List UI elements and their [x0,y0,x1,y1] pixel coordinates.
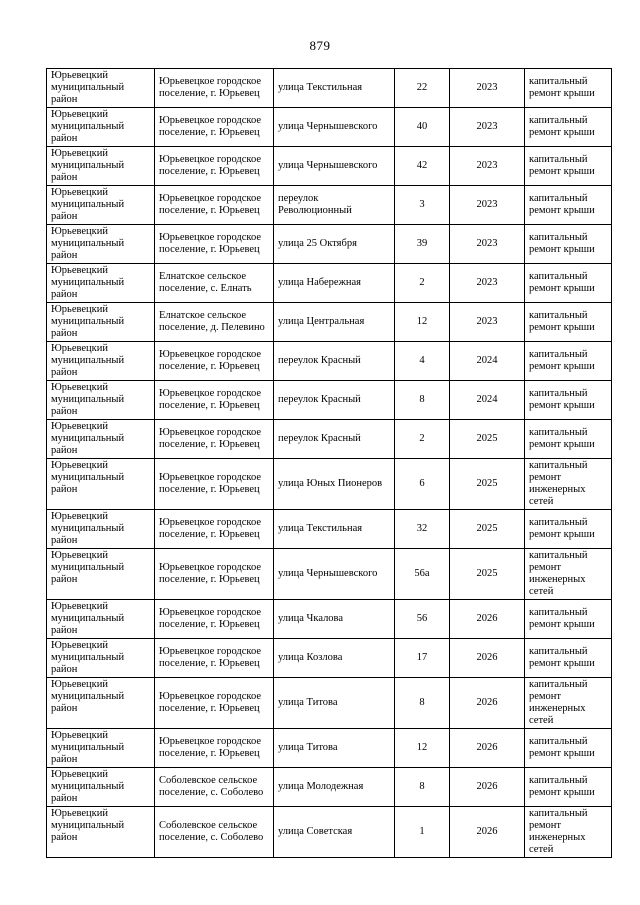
house-number-cell: 12 [395,729,450,768]
table-row [47,768,612,807]
settlement-cell: Юрьевецкое городское поселение, г. Юрьевец [155,549,274,600]
work-type-cell: капитальный ремонт инженерных сетей [525,549,612,600]
work-type-cell: капитальный ремонт крыши [525,69,612,108]
table-row [47,342,612,381]
district-cell: Юрьевецкий муниципальный район [47,225,155,264]
settlement-cell: Елнатское сельское поселение, д. Пелевино [155,303,274,342]
settlement-cell: Юрьевецкое городское поселение, г. Юрьевец [155,381,274,420]
district-cell: Юрьевецкий муниципальный район [47,459,155,510]
street-cell: улица Чернышевского [274,549,395,600]
street-cell: переулок Красный [274,342,395,381]
table-row [47,264,612,303]
district-cell: Юрьевецкий муниципальный район [47,420,155,459]
house-number-cell: 39 [395,225,450,264]
table-row [47,459,612,510]
year-cell: 2023 [450,186,525,225]
district-cell: Юрьевецкий муниципальный район [47,264,155,303]
settlement-cell: Соболевское сельское поселение, с. Соболево [155,807,274,858]
table-row [47,420,612,459]
house-number-cell: 2 [395,264,450,303]
district-cell: Юрьевецкий муниципальный район [47,729,155,768]
house-number-cell: 56а [395,549,450,600]
street-cell: улица Титова [274,729,395,768]
year-cell: 2023 [450,303,525,342]
street-cell: улица Молодежная [274,768,395,807]
settlement-cell: Юрьевецкое городское поселение, г. Юрьевец [155,459,274,510]
district-cell: Юрьевецкий муниципальный район [47,678,155,729]
street-cell: улица Чернышевского [274,147,395,186]
settlement-cell: Юрьевецкое городское поселение, г. Юрьевец [155,729,274,768]
table-row [47,639,612,678]
street-cell: улица Текстильная [274,69,395,108]
work-type-cell: капитальный ремонт крыши [525,510,612,549]
house-number-cell: 8 [395,768,450,807]
table-row [47,69,612,108]
year-cell: 2026 [450,807,525,858]
street-cell: улица Чернышевского [274,108,395,147]
settlement-cell: Юрьевецкое городское поселение, г. Юрьевец [155,420,274,459]
district-cell: Юрьевецкий муниципальный район [47,768,155,807]
house-number-cell: 1 [395,807,450,858]
settlement-cell: Соболевское сельское поселение, с. Соболево [155,768,274,807]
work-type-cell: капитальный ремонт крыши [525,600,612,639]
work-type-cell: капитальный ремонт инженерных сетей [525,807,612,858]
district-cell: Юрьевецкий муниципальный район [47,69,155,108]
house-number-cell: 40 [395,108,450,147]
repair-schedule-table [46,68,612,858]
street-cell: улица Чкалова [274,600,395,639]
year-cell: 2026 [450,678,525,729]
year-cell: 2026 [450,639,525,678]
house-number-cell: 42 [395,147,450,186]
year-cell: 2025 [450,459,525,510]
street-cell: улица Текстильная [274,510,395,549]
year-cell: 2023 [450,225,525,264]
house-number-cell: 56 [395,600,450,639]
house-number-cell: 17 [395,639,450,678]
work-type-cell: капитальный ремонт крыши [525,147,612,186]
table-row [47,600,612,639]
settlement-cell: Юрьевецкое городское поселение, г. Юрьевец [155,186,274,225]
year-cell: 2023 [450,108,525,147]
work-type-cell: капитальный ремонт крыши [525,420,612,459]
table-row [47,186,612,225]
district-cell: Юрьевецкий муниципальный район [47,108,155,147]
street-cell: улица Титова [274,678,395,729]
year-cell: 2026 [450,768,525,807]
district-cell: Юрьевецкий муниципальный район [47,639,155,678]
house-number-cell: 8 [395,678,450,729]
work-type-cell: капитальный ремонт инженерных сетей [525,678,612,729]
street-cell: улица Юных Пионеров [274,459,395,510]
table-row [47,381,612,420]
table-row [47,225,612,264]
settlement-cell: Юрьевецкое городское поселение, г. Юрьевец [155,69,274,108]
work-type-cell: капитальный ремонт крыши [525,729,612,768]
settlement-cell: Юрьевецкое городское поселение, г. Юрьевец [155,639,274,678]
year-cell: 2024 [450,342,525,381]
settlement-cell: Юрьевецкое городское поселение, г. Юрьевец [155,147,274,186]
work-type-cell: капитальный ремонт инженерных сетей [525,459,612,510]
street-cell: улица Советская [274,807,395,858]
house-number-cell: 32 [395,510,450,549]
district-cell: Юрьевецкий муниципальный район [47,303,155,342]
year-cell: 2023 [450,264,525,303]
street-cell: улица Набережная [274,264,395,303]
year-cell: 2023 [450,69,525,108]
settlement-cell: Юрьевецкое городское поселение, г. Юрьевец [155,510,274,549]
work-type-cell: капитальный ремонт крыши [525,768,612,807]
settlement-cell: Юрьевецкое городское поселение, г. Юрьевец [155,225,274,264]
house-number-cell: 4 [395,342,450,381]
table-row [47,678,612,729]
table-row [47,108,612,147]
work-type-cell: капитальный ремонт крыши [525,342,612,381]
year-cell: 2025 [450,510,525,549]
street-cell: улица 25 Октября [274,225,395,264]
work-type-cell: капитальный ремонт крыши [525,639,612,678]
settlement-cell: Юрьевецкое городское поселение, г. Юрьевец [155,678,274,729]
settlement-cell: Елнатское сельское поселение, с. Елнать [155,264,274,303]
district-cell: Юрьевецкий муниципальный район [47,510,155,549]
street-cell: переулок Красный [274,420,395,459]
work-type-cell: капитальный ремонт крыши [525,225,612,264]
district-cell: Юрьевецкий муниципальный район [47,186,155,225]
year-cell: 2023 [450,147,525,186]
table-row [47,147,612,186]
year-cell: 2025 [450,549,525,600]
street-cell: улица Козлова [274,639,395,678]
district-cell: Юрьевецкий муниципальный район [47,381,155,420]
district-cell: Юрьевецкий муниципальный район [47,600,155,639]
year-cell: 2024 [450,381,525,420]
page-number: 879 [309,38,331,53]
year-cell: 2026 [450,729,525,768]
year-cell: 2026 [450,600,525,639]
district-cell: Юрьевецкий муниципальный район [47,549,155,600]
house-number-cell: 2 [395,420,450,459]
work-type-cell: капитальный ремонт крыши [525,303,612,342]
year-cell: 2025 [450,420,525,459]
table-row [47,549,612,600]
house-number-cell: 3 [395,186,450,225]
settlement-cell: Юрьевецкое городское поселение, г. Юрьевец [155,600,274,639]
work-type-cell: капитальный ремонт крыши [525,381,612,420]
district-cell: Юрьевецкий муниципальный район [47,147,155,186]
work-type-cell: капитальный ремонт крыши [525,186,612,225]
house-number-cell: 22 [395,69,450,108]
district-cell: Юрьевецкий муниципальный район [47,342,155,381]
settlement-cell: Юрьевецкое городское поселение, г. Юрьевец [155,108,274,147]
street-cell: улица Центральная [274,303,395,342]
district-cell: Юрьевецкий муниципальный район [47,807,155,858]
house-number-cell: 6 [395,459,450,510]
work-type-cell: капитальный ремонт крыши [525,108,612,147]
street-cell: переулок Революционный [274,186,395,225]
table-row [47,729,612,768]
house-number-cell: 12 [395,303,450,342]
house-number-cell: 8 [395,381,450,420]
street-cell: переулок Красный [274,381,395,420]
table-row [47,510,612,549]
table-row [47,807,612,858]
settlement-cell: Юрьевецкое городское поселение, г. Юрьевец [155,342,274,381]
table-row [47,303,612,342]
work-type-cell: капитальный ремонт крыши [525,264,612,303]
